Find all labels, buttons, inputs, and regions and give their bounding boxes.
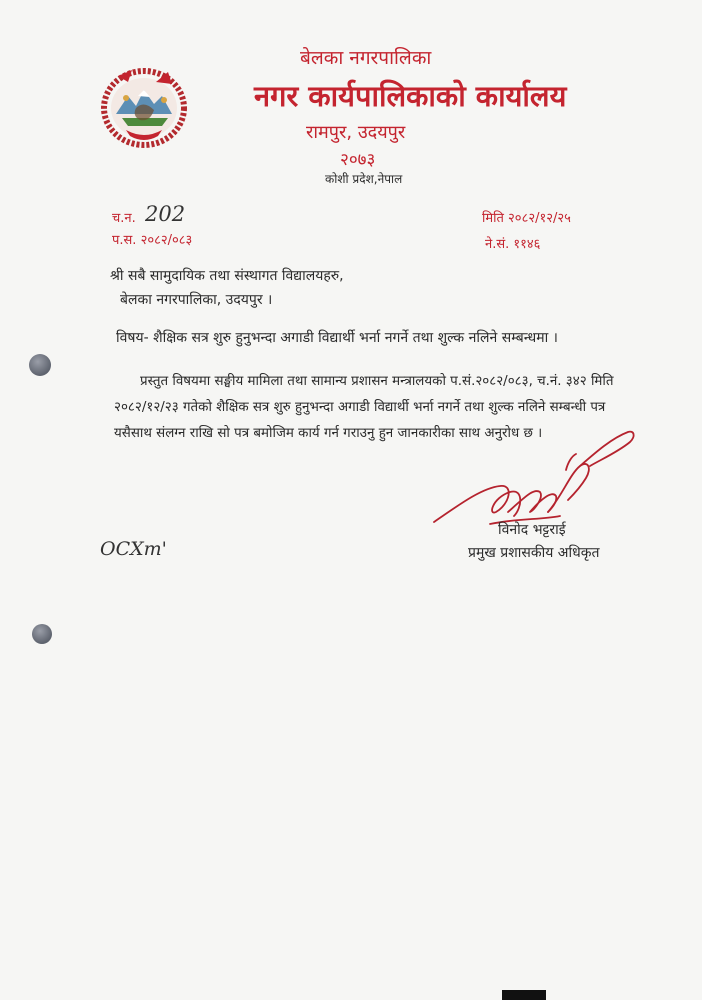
org-name: बेलका नगरपालिका (300, 47, 432, 69)
letter-date: मिति २०८२/१२/२५ (482, 211, 571, 226)
fiscal-year-line: प.स. २०८२/०८३ (112, 233, 193, 248)
handwritten-initials: OCXm' (100, 538, 167, 560)
establishment-year: २०७३ (340, 150, 376, 170)
province-line: कोशी प्रदेश,नेपाल (325, 172, 403, 186)
signer-title: प्रमुख प्रशासकीय अधिकृत (468, 545, 600, 561)
scan-edge-mark (502, 990, 546, 1000)
nepal-emblem-icon (98, 66, 190, 150)
signer-name: विनोद भट्टराई (498, 522, 566, 538)
dispatch-number-value: 202 (145, 202, 186, 226)
office-address: रामपुर, उदयपुर (306, 122, 406, 143)
addressee-line-2: बेलका नगरपालिका, उदयपुर । (120, 292, 273, 308)
addressee-line-1: श्री सबै सामुदायिक तथा संस्थागत विद्यालयहरु, (110, 268, 344, 284)
body-paragraph: प्रस्तुत विषयमा सङ्घीय मामिला तथा सामान्य प्रशासन मन्त्रालयको प.सं.२०८२/०८३, च.नं. ३४२ मिति २०८२/१२/२३ गतेको शैक्षिक सत्र शुरु हुनुभन्दा अगाडी विद्यार्थी भर्ना नगर्ने तथा शुल्क नलिने सम्बन्धी पत्र यसैसाथ संलग्न राखि सो पत्र बमोजिम कार्य गर्न गराउनु हुन जानकारीका साथ अनुरोध छ । (114, 374, 614, 441)
dispatch-number-label: च.न. (112, 211, 136, 226)
subject-line: विषय- शैक्षिक सत्र शुरु हुनुभन्दा अगाडी विद्यार्थी भर्ना नगर्ने तथा शुल्क नलिने सम्बन्धमा । (116, 330, 558, 346)
nepal-sambat-date: ने.सं. ११४६ (485, 237, 541, 252)
punch-hole-icon (32, 624, 52, 644)
office-title: नगर कार्यपालिकाको कार्यालय (254, 79, 567, 113)
punch-hole-icon (29, 354, 51, 376)
